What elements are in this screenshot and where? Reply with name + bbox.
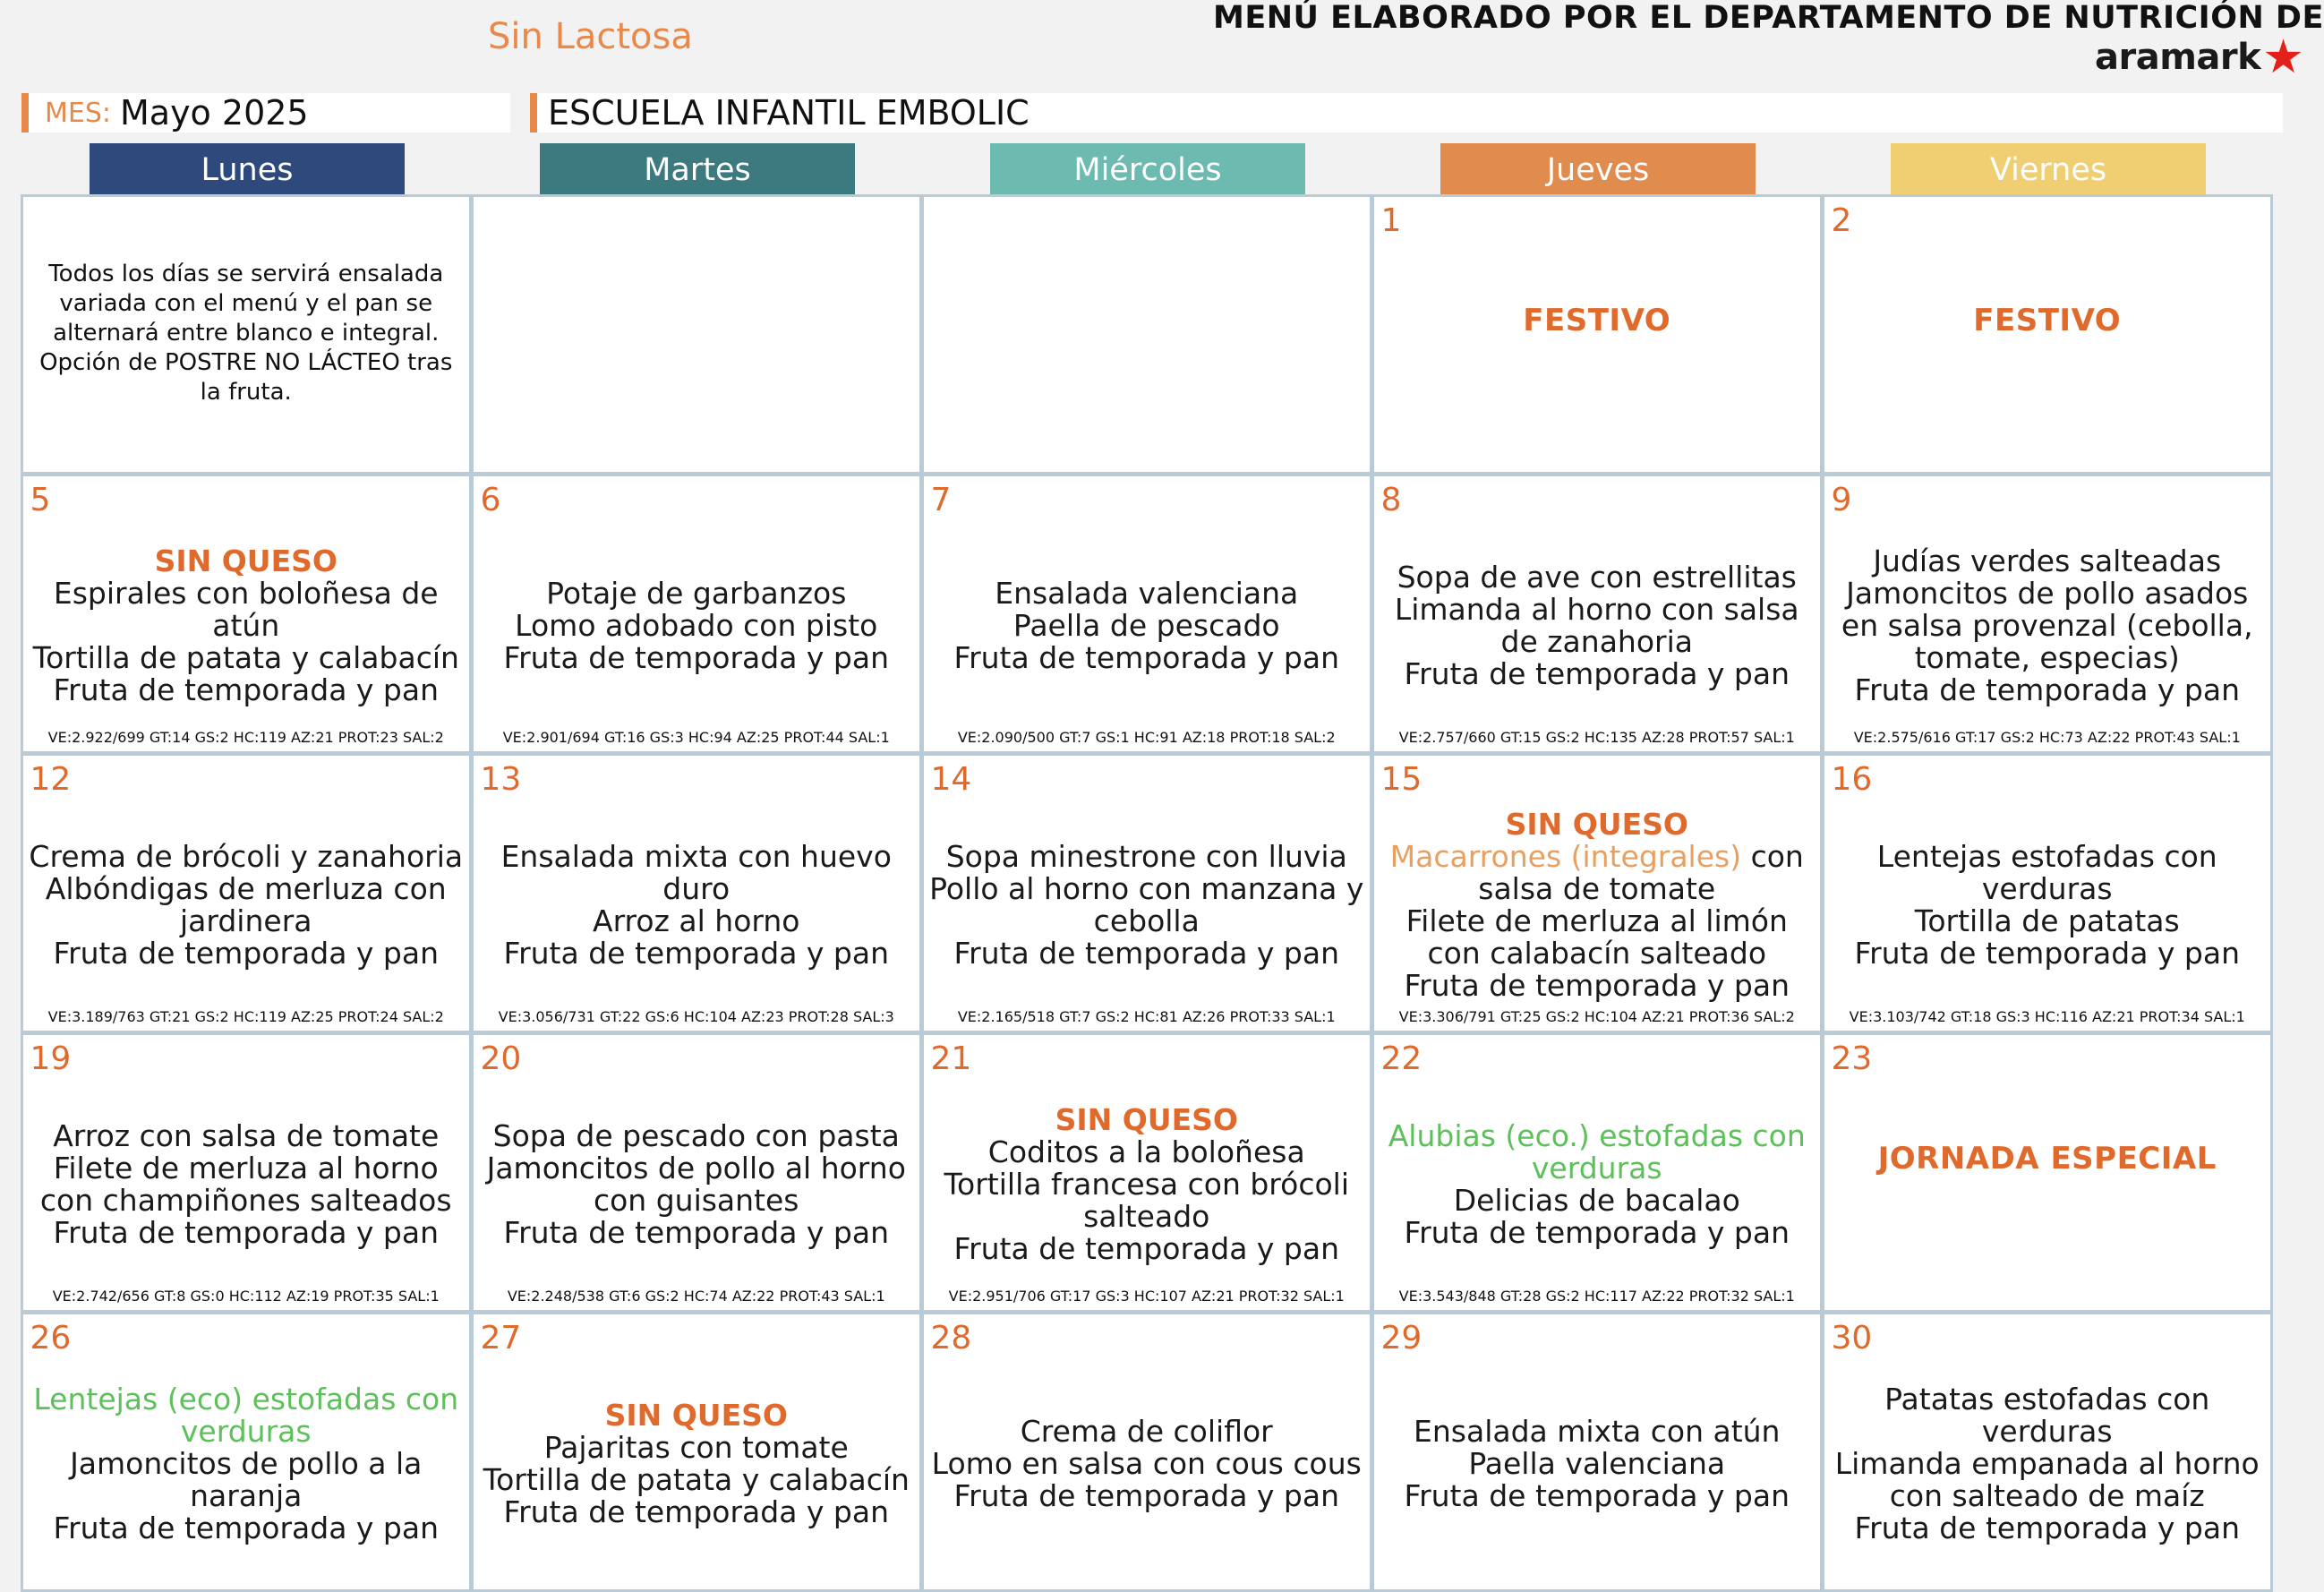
menu-content xyxy=(1380,808,1816,1005)
menu-dish: Tortilla francesa con brócoli salteado xyxy=(929,1168,1365,1233)
calendar-cell xyxy=(1822,194,2274,475)
menu-dish: Arroz al horno xyxy=(479,905,915,937)
aramark-logo xyxy=(2095,32,2304,82)
calendar-cell xyxy=(921,753,1373,1034)
menu-dish: Coditos a la boloñesa xyxy=(929,1136,1365,1168)
menu-content xyxy=(29,528,465,725)
menu-dish: Tortilla de patatas xyxy=(1830,905,2266,937)
day-number: 22 xyxy=(1381,1040,1423,1077)
month-label: MES: xyxy=(45,98,111,129)
menu-content xyxy=(29,1087,465,1284)
menu-dish: Judías verdes salteadas xyxy=(1830,545,2266,578)
day-number: 21 xyxy=(931,1040,972,1077)
calendar-cell xyxy=(1822,1032,2274,1314)
menu-dish: Lentejas (eco) estofadas con verduras xyxy=(29,1383,465,1448)
menu-content xyxy=(1830,528,2266,725)
menu-dish: Limanda empanada al horno con salteado de maíz xyxy=(1830,1448,2266,1512)
menu-dish: Fruta de temporada y pan xyxy=(29,1217,465,1249)
calendar-cell xyxy=(921,1032,1373,1314)
page-title: MENÚ ELABORADO POR EL DEPARTAMENTO DE NUTRICIÓN DE xyxy=(1213,0,2324,36)
menu-dish: Filete de merluza al horno con champiñones salteados xyxy=(29,1152,465,1217)
day-number: 12 xyxy=(30,761,72,798)
calendar-cell xyxy=(21,753,473,1034)
day-number: 20 xyxy=(481,1040,522,1077)
calendar-cell xyxy=(471,753,923,1034)
day-number: 26 xyxy=(30,1320,72,1357)
menu-dish: Fruta de temporada y pan xyxy=(479,642,915,674)
menu-content xyxy=(29,1366,465,1563)
menu-dish: Fruta de temporada y pan xyxy=(1380,658,1816,690)
menu-dish: Lomo adobado con pisto xyxy=(479,610,915,642)
nutrition-info: VE:3.103/742 GT:18 GS:3 HC:116 AZ:21 PROT:34 SAL:1 xyxy=(1824,1008,2271,1025)
month-value: Mayo 2025 xyxy=(120,93,309,133)
menu-dish: Lentejas estofadas con verduras xyxy=(1830,841,2266,905)
menu-dish: Pajaritas con tomate xyxy=(479,1432,915,1464)
menu-dish: Fruta de temporada y pan xyxy=(1830,1512,2266,1545)
day-number: 2 xyxy=(1832,202,1852,239)
day-number: 9 xyxy=(1832,482,1852,518)
calendar-cell xyxy=(471,194,923,475)
menu-dish: Arroz con salsa de tomate xyxy=(29,1120,465,1152)
menu-content xyxy=(1830,808,2266,1005)
menu-dish: Fruta de temporada y pan xyxy=(929,937,1365,970)
menu-dish: Albóndigas de merluza con jardinera xyxy=(29,873,465,937)
day-number: 19 xyxy=(30,1040,72,1077)
menu-dish: Alubias (eco.) estofadas con verduras xyxy=(1380,1120,1816,1185)
calendar-cell xyxy=(21,474,473,755)
menu-note: Todos los días se servirá ensalada variada con el menú y el pan se alternará entre blanco e integral. Opción de POSTRE NO LÁCTEO tras la fruta. xyxy=(30,260,463,407)
day-number: 5 xyxy=(30,482,51,518)
menu-dish: Limanda al horno con salsa de zanahoria xyxy=(1380,594,1816,658)
menu-dish: Paella valenciana xyxy=(1380,1448,1816,1480)
menu-dish: Fruta de temporada y pan xyxy=(929,642,1365,674)
nutrition-info: VE:2.248/538 GT:6 GS:2 HC:74 AZ:22 PROT:43 SAL:1 xyxy=(474,1288,920,1305)
menu-dish: Fruta de temporada y pan xyxy=(1380,1217,1816,1249)
diet-subtitle: Sin Lactosa xyxy=(488,16,693,57)
day-number: 15 xyxy=(1381,761,1423,798)
menu-dish: Sopa de pescado con pasta xyxy=(479,1120,915,1152)
calendar-cell xyxy=(471,1032,923,1314)
dish-rest: con salsa de tomate xyxy=(1478,839,1804,906)
calendar-cell xyxy=(21,194,473,475)
nutrition-info: VE:2.165/518 GT:7 GS:2 HC:81 AZ:26 PROT:33 SAL:1 xyxy=(924,1008,1371,1025)
menu-dish: Crema de coliflor xyxy=(929,1416,1365,1448)
calendar-cell xyxy=(1822,1312,2274,1592)
calendar-cell xyxy=(21,1032,473,1314)
menu-dish: Fruta de temporada y pan xyxy=(29,1512,465,1545)
menu-content xyxy=(479,1087,915,1284)
calendar-cell xyxy=(1371,474,1824,755)
calendar-cell xyxy=(21,1312,473,1592)
menu-content xyxy=(479,808,915,1005)
menu-dish: Lomo en salsa con cous cous xyxy=(929,1448,1365,1480)
menu-dish: Fruta de temporada y pan xyxy=(479,937,915,970)
menu-dish: Crema de brócoli y zanahoria xyxy=(29,841,465,873)
calendar-cell xyxy=(471,474,923,755)
menu-dish: Jamoncitos de pollo asados en salsa provenzal (cebolla, tomate, especias) xyxy=(1830,578,2266,674)
sin-queso-tag: SIN QUESO xyxy=(479,1399,915,1432)
day-number: 16 xyxy=(1832,761,1873,798)
day-number: 23 xyxy=(1832,1040,1873,1077)
holiday-label: JORNADA ESPECIAL xyxy=(1830,1143,2266,1175)
menu-content xyxy=(929,1366,1365,1563)
day-number: 7 xyxy=(931,482,952,518)
menu-dish: Ensalada valenciana xyxy=(929,578,1365,610)
menu-content xyxy=(479,528,915,725)
nutrition-info: VE:3.306/791 GT:25 GS:2 HC:104 AZ:21 PROT:36 SAL:2 xyxy=(1374,1008,1821,1025)
day-number: 6 xyxy=(481,482,501,518)
menu-dish: Sopa minestrone con lluvia xyxy=(929,841,1365,873)
calendar-cell xyxy=(1371,194,1824,475)
calendar-cell xyxy=(1822,474,2274,755)
menu-dish: Fruta de temporada y pan xyxy=(29,674,465,706)
sin-queso-tag: SIN QUESO xyxy=(1380,809,1816,841)
dish-highlight: Macarrones (integrales) xyxy=(1390,839,1741,874)
day-number: 1 xyxy=(1381,202,1402,239)
calendar-cell xyxy=(1822,753,2274,1034)
nutrition-info: VE:2.757/660 GT:15 GS:2 HC:135 AZ:28 PROT:57 SAL:1 xyxy=(1374,729,1821,746)
calendar-cell xyxy=(471,1312,923,1592)
menu-dish: Filete de merluza al limón con calabacín salteado xyxy=(1380,905,1816,970)
menu-dish: Fruta de temporada y pan xyxy=(1830,937,2266,970)
nutrition-info: VE:3.056/731 GT:22 GS:6 HC:104 AZ:23 PROT:28 SAL:3 xyxy=(474,1008,920,1025)
logo-text: aramark xyxy=(2095,37,2260,78)
menu-dish: Fruta de temporada y pan xyxy=(929,1233,1365,1265)
day-number: 29 xyxy=(1381,1320,1423,1357)
day-number: 8 xyxy=(1381,482,1402,518)
calendar-cell xyxy=(921,1312,1373,1592)
menu-content xyxy=(479,1366,915,1563)
calendar-cell xyxy=(921,194,1373,475)
menu-dish: Tortilla de patata y calabacín xyxy=(29,642,465,674)
menu-content xyxy=(929,528,1365,725)
star-icon: ★ xyxy=(2262,34,2304,81)
nutrition-info: VE:2.090/500 GT:7 GS:1 HC:91 AZ:18 PROT:18 SAL:2 xyxy=(924,729,1371,746)
nutrition-info: VE:3.189/763 GT:21 GS:2 HC:119 AZ:25 PROT:24 SAL:2 xyxy=(23,1008,470,1025)
menu-dish: Ensalada mixta con atún xyxy=(1380,1416,1816,1448)
day-number: 14 xyxy=(931,761,972,798)
school-name: ESCUELA INFANTIL EMBOLIC xyxy=(548,93,1030,133)
menu-dish: Patatas estofadas con verduras xyxy=(1830,1383,2266,1448)
menu-dish: Jamoncitos de pollo al horno con guisantes xyxy=(479,1152,915,1217)
day-header-viernes: Viernes xyxy=(1891,143,2206,197)
holiday-label: FESTIVO xyxy=(1830,304,2266,337)
menu-content xyxy=(929,808,1365,1005)
nutrition-info: VE:3.543/848 GT:28 GS:2 HC:117 AZ:22 PROT:32 SAL:1 xyxy=(1374,1288,1821,1305)
menu-content xyxy=(1380,528,1816,725)
day-number: 30 xyxy=(1832,1320,1873,1357)
menu-dish: Fruta de temporada y pan xyxy=(1830,674,2266,706)
menu-dish: Pollo al horno con manzana y cebolla xyxy=(929,873,1365,937)
menu-content xyxy=(29,808,465,1005)
sin-queso-tag: SIN QUESO xyxy=(29,545,465,578)
calendar-cell xyxy=(1371,753,1824,1034)
day-number: 28 xyxy=(931,1320,972,1357)
day-number: 13 xyxy=(481,761,522,798)
menu-content xyxy=(1380,1366,1816,1563)
holiday-label: FESTIVO xyxy=(1380,304,1816,337)
menu-dish: Potaje de garbanzos xyxy=(479,578,915,610)
day-header-lunes: Lunes xyxy=(90,143,405,197)
month-field xyxy=(21,93,510,133)
calendar-cell xyxy=(921,474,1373,755)
menu-dish xyxy=(1380,841,1816,905)
menu-dish: Fruta de temporada y pan xyxy=(1380,970,1816,1002)
calendar-grid xyxy=(21,195,2273,1592)
nutrition-info: VE:2.922/699 GT:14 GS:2 HC:119 AZ:21 PROT:23 SAL:2 xyxy=(23,729,470,746)
school-field xyxy=(530,93,2283,133)
day-header-miercoles: Miércoles xyxy=(990,143,1305,197)
calendar-cell xyxy=(1371,1032,1824,1314)
menu-content xyxy=(929,1087,1365,1284)
menu-content xyxy=(1830,1366,2266,1563)
day-header-martes: Martes xyxy=(540,143,855,197)
menu-dish: Jamoncitos de pollo a la naranja xyxy=(29,1448,465,1512)
nutrition-info: VE:2.575/616 GT:17 GS:2 HC:73 AZ:22 PROT:43 SAL:1 xyxy=(1824,729,2271,746)
nutrition-info: VE:2.742/656 GT:8 GS:0 HC:112 AZ:19 PROT:35 SAL:1 xyxy=(23,1288,470,1305)
nutrition-info: VE:2.901/694 GT:16 GS:3 HC:94 AZ:25 PROT:44 SAL:1 xyxy=(474,729,920,746)
menu-dish: Fruta de temporada y pan xyxy=(1380,1480,1816,1512)
menu-dish: Paella de pescado xyxy=(929,610,1365,642)
menu-dish: Fruta de temporada y pan xyxy=(29,937,465,970)
nutrition-info: VE:2.951/706 GT:17 GS:3 HC:107 AZ:21 PROT:32 SAL:1 xyxy=(924,1288,1371,1305)
menu-dish: Fruta de temporada y pan xyxy=(929,1480,1365,1512)
menu-dish: Fruta de temporada y pan xyxy=(479,1496,915,1528)
menu-dish: Ensalada mixta con huevo duro xyxy=(479,841,915,905)
menu-content xyxy=(1380,1087,1816,1284)
menu-dish: Delicias de bacalao xyxy=(1380,1185,1816,1217)
menu-dish: Fruta de temporada y pan xyxy=(479,1217,915,1249)
menu-dish: Tortilla de patata y calabacín xyxy=(479,1464,915,1496)
day-number: 27 xyxy=(481,1320,522,1357)
menu-dish: Espirales con boloñesa de atún xyxy=(29,578,465,642)
sin-queso-tag: SIN QUESO xyxy=(929,1104,1365,1136)
day-header-jueves: Jueves xyxy=(1440,143,1756,197)
calendar-cell xyxy=(1371,1312,1824,1592)
menu-dish: Sopa de ave con estrellitas xyxy=(1380,561,1816,594)
